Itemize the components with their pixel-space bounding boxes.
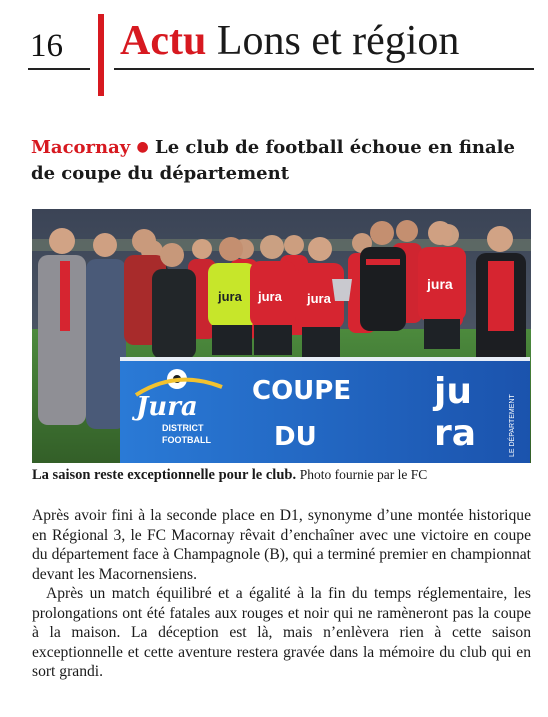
jersey-label: jura (307, 291, 331, 306)
caption-credit: Photo fournie par le FC (299, 467, 428, 482)
coupe-banner (120, 357, 530, 463)
banner-coupe: COUPE (252, 376, 352, 406)
photo-caption (32, 465, 537, 485)
header-rule-right (114, 68, 534, 70)
header-red-bar (98, 14, 104, 96)
article-kicker: Macornay (31, 137, 131, 158)
jersey-label: jura (218, 289, 242, 304)
banner-du: DU (274, 422, 317, 452)
logo-district: DISTRICT (162, 423, 204, 433)
jura-logo-text: Jura (136, 392, 198, 422)
article-body (32, 506, 531, 682)
section-accent: Actu (120, 18, 207, 64)
department-logo-side: LE DÉPARTEMENT (509, 394, 516, 457)
page-number: 16 (30, 28, 63, 64)
jersey-label: jura (427, 276, 453, 292)
article-photo (32, 209, 531, 463)
paragraph: Après un match équilibré et a égalité à la fin du temps réglementaire, les prolongations ont été fatales aux rouges et noir qui ne ramèneront pas la coupe à la maison. La déception est là, mais n’enlèvera rien à cette saison exceptionnelle et cette aventure restera gravée dans la mémoire du club qui en sort grandi. (32, 585, 531, 680)
section-name: Lons et région (216, 18, 460, 64)
bullet-icon: ● (136, 139, 149, 155)
caption-text: La saison reste exceptionnelle pour le club. (32, 467, 297, 483)
article-headline (31, 134, 531, 187)
logo-football: FOOTBALL (162, 435, 211, 445)
header-rule-left (28, 68, 90, 70)
jersey-label: jura (258, 289, 282, 304)
section-title (120, 16, 459, 66)
department-logo-line1: ju (434, 371, 472, 412)
paragraph: Après avoir fini à la seconde place en D1, synonyme d’une montée historique en Régional 3, le FC Macornay rêvait d’enchaîner avec une victoire en coupe du département face à Champagnole (B), qui a terminé premier en championnat devant les Macornensiens. (32, 507, 531, 583)
article-title: Le club de football échoue en finale de coupe du département (31, 137, 515, 184)
page-header (0, 0, 548, 100)
department-logo-line2: ra (434, 413, 477, 454)
